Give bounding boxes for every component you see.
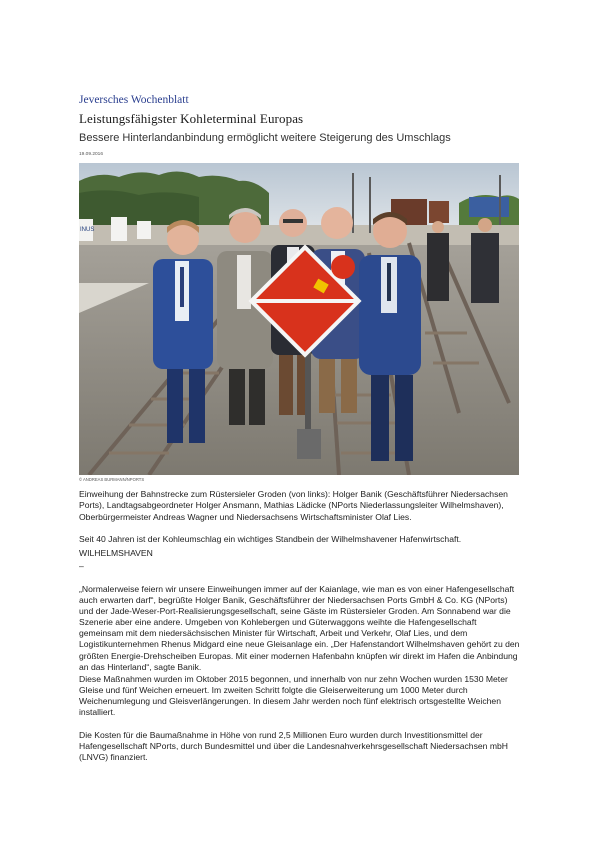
- photo-caption: Einweihung der Bahnstrecke zum Rüstersieler Groden (von links): Holger Banik (Geschäftsführer Niedersachsen Ports), Landtagsabgeordneter Holger Ansmann, Mathias Lädicke (NPorts Niederlassungsleiter Wilhelmshaven), Oberbürgermeister Andreas Wagner und Niedersachsens Wirtschaftsminister Olaf Lies.: [79, 489, 508, 522]
- dateline: WILHELMSHAVEN: [79, 548, 153, 558]
- photo-illustration: [79, 163, 519, 475]
- photo-credit: © ANDREAS BURMANN/NPORTS: [79, 477, 145, 482]
- paragraph-2: Diese Maßnahmen wurden im Oktober 2015 begonnen, und innerhalb von nur zehn Wochen wurden 1530 Meter Gleise und fünf Weichen erneuert. Im zweiten Schritt folgte die Gleiserweiterung um 1000 Meter durch Weichenumlegung und Gleisverlängerungen. In diesem Jahr werden noch fünf elektrisch ortsgestellte Weichen installiert.: [79, 674, 508, 718]
- rhenus-sign-text: INUS: [80, 227, 95, 233]
- article-tagline: Seit 40 Jahren ist der Kohleumschlag ein wichtiges Standbein der Wilhelmshavener Hafenwirtschaft.: [79, 534, 462, 544]
- article-headline: Leistungsfähigster Kohleterminal Europas: [79, 111, 304, 126]
- publication-name: Jeversches Wochenblatt: [79, 94, 189, 106]
- article-photo: [79, 163, 519, 475]
- paragraph-3: Die Kosten für die Baumaßnahme in Höhe von rund 2,5 Millionen Euro wurden durch Investitionsmittel der Hafengesellschaft NPorts, durch Bundesmittel und über die Landesnahverkehrsgesellschaft Niedersachsen mbH (LNVG) finanziert.: [79, 730, 508, 763]
- article-subheadline: Bessere Hinterlandanbindung ermöglicht weitere Steigerung des Umschlags: [79, 132, 451, 144]
- dateline-dash: –: [79, 561, 84, 571]
- article-date: 19.09.2016: [79, 152, 104, 157]
- paragraph-1: „Normalerweise feiern wir unsere Einweihungen immer auf der Kaianlage, wie man es von einer Hafengesellschaft auch erwarten darf“, begrüßte Holger Banik, Geschäftsführer der Niedersachsen Ports GmbH & Co. KG (NPorts) und der Jade-Weser-Port-Realisierungsgesellschaft, seine Gäste im Rüstersieler Groden. Am Sonnabend war die Szenerie aber eine andere. Umgeben von Kohlebergen und Güterwaggons weihte die Hafengesellschaft gemeinsam mit dem niedersächsischen Minister für Wirtschaft, Arbeit und Verkehr, Olaf Lies, und dem Logistikunternehmen Rhenus Midgard eine neue Gleisanlage ein. „Der Hafenstandort Wilhelmshaven gehört zu den größten Energie-Drehscheiben Europas. Mit einer modernen Hafenbahn knüpfen wir direkt im Hafen die Anbindung an das Hinterland“, sagte Banik.: [79, 584, 520, 672]
